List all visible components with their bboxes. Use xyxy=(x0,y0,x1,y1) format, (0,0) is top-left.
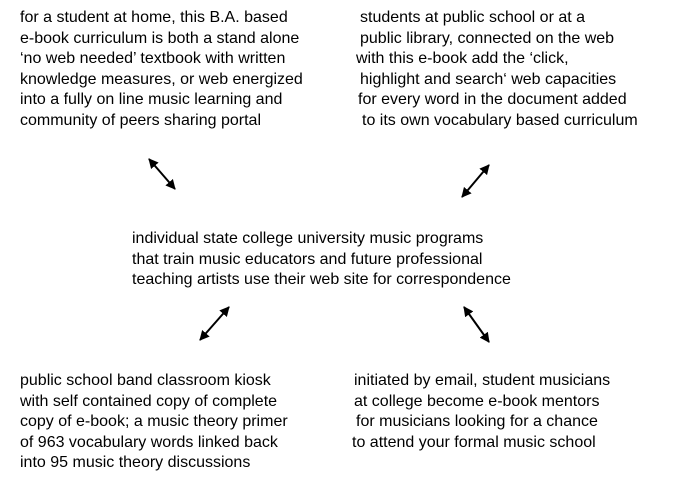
node-line: copy of e-book; a music theory primer xyxy=(20,413,288,430)
node-line: with this e-book add the ‘click, xyxy=(356,50,569,67)
arrow-bottom-left xyxy=(200,307,229,340)
node-line: with self contained copy of complete xyxy=(20,392,278,410)
node-line: into a fully on line music learning and xyxy=(20,91,283,108)
node-line: at college become e-book mentors xyxy=(354,392,600,410)
node-line: for musicians looking for a chance xyxy=(356,413,598,430)
node-line: initiated by email, student musicians xyxy=(354,372,611,389)
node-line: that train music educators and future professional xyxy=(132,250,483,268)
arrow-top-left xyxy=(149,159,175,189)
node-line: teaching artists use their web site for correspondence xyxy=(132,271,511,288)
arrow-bottom-right xyxy=(464,307,489,342)
node-line: public school band classroom kiosk xyxy=(20,372,271,389)
node-line: e-book curriculum is both a stand alone xyxy=(20,29,300,47)
node-line: highlight and search‘ web capacities xyxy=(360,70,617,88)
node-line: individual state college university music programs xyxy=(132,230,484,247)
node-line: public library, connected on the web xyxy=(360,29,615,47)
node-line: ‘no web needed’ textbook with written xyxy=(20,50,286,67)
node-line: for every word in the document added xyxy=(358,91,627,108)
node-line: knowledge measures, or web energized xyxy=(20,70,303,88)
node-line: students at public school or at a xyxy=(360,9,586,26)
node-line: to attend your formal music school xyxy=(352,433,596,451)
node-line: to its own vocabulary based curriculum xyxy=(362,111,638,129)
node-line: of 963 vocabulary words linked back xyxy=(20,433,278,451)
arrow-top-right xyxy=(462,165,489,197)
node-line: for a student at home, this B.A. based xyxy=(20,9,288,26)
node-line: community of peers sharing portal xyxy=(20,111,261,129)
node-line: into 95 music theory discussions xyxy=(20,454,251,471)
